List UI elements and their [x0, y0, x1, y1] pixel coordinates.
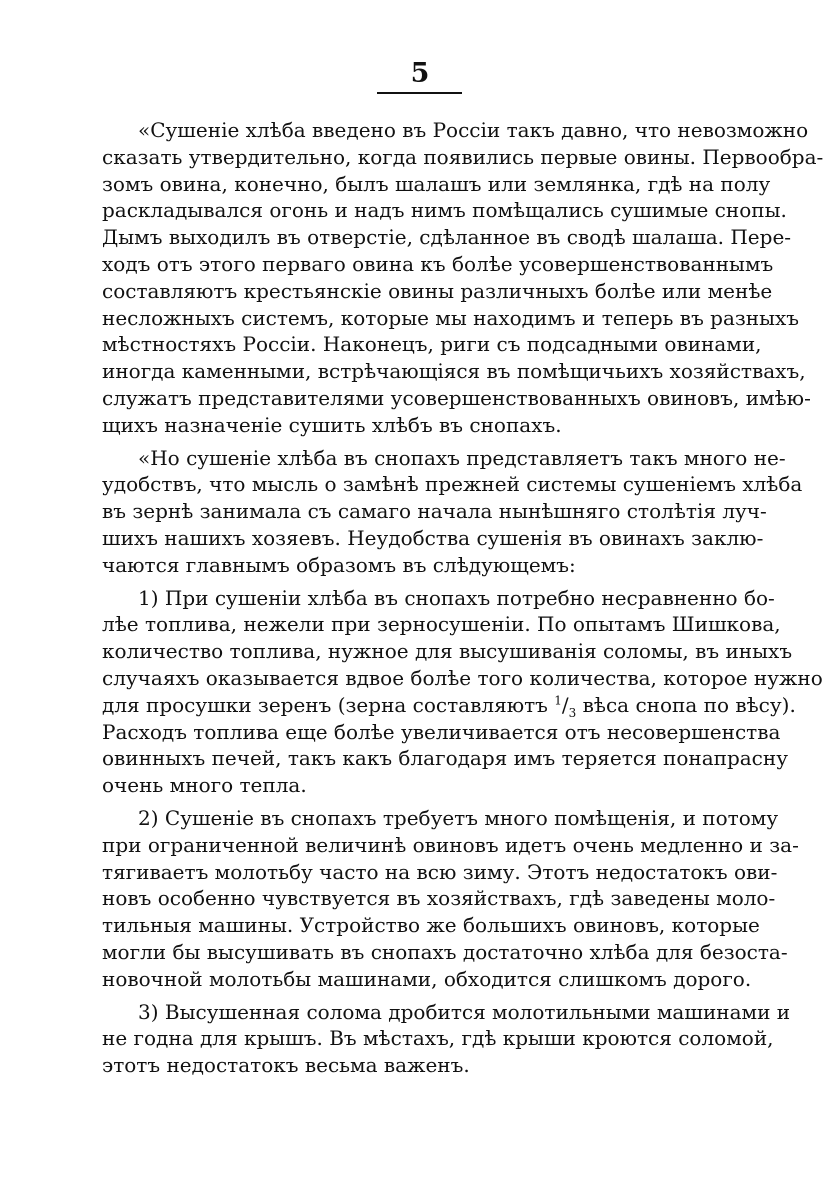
text-line: Дымъ выходилъ въ отверстіе, сдѣланное въ сводѣ шалаша. Пере-: [102, 225, 792, 250]
text-line: Расходъ топлива еще болѣе увеличивается отъ несовершенства: [102, 719, 781, 744]
fraction-numerator: 1: [554, 693, 562, 708]
fraction-denominator: 3: [568, 705, 577, 720]
paragraph-2: [102, 445, 803, 579]
text-line: при ограниченной величинѣ овиновъ идетъ очень медленно и за-: [102, 832, 799, 857]
text-line: чаются главнымъ образомъ въ слѣдующемъ:: [102, 552, 576, 577]
page-number-rule: [377, 92, 462, 94]
text-line: этотъ недостатокъ весьма важенъ.: [102, 1053, 470, 1078]
text-line: не годна для крышъ. Въ мѣстахъ, гдѣ крыши кроются соломой,: [102, 1026, 774, 1051]
text-line: въ зернѣ занимала съ самаго начала нынѣшняго столѣтія луч-: [102, 499, 767, 524]
text-line: 3) Высушенная солома дробится молотильными машинами и: [138, 999, 791, 1024]
text-line: мѣстностяхъ Россіи. Наконецъ, риги съ подсадными овинами,: [102, 332, 762, 357]
text-line: шихъ нашихъ хозяевъ. Неудобства сушенія въ овинахъ заклю-: [102, 525, 764, 550]
text-line: щихъ назначеніе сушить хлѣбъ въ снопахъ.: [102, 412, 562, 437]
text-line: раскладывался огонь и надъ нимъ помѣщались сушимые снопы.: [102, 198, 787, 223]
text-line: очень много тепла.: [102, 773, 307, 798]
text-line: могли бы высушивать въ снопахъ достаточно хлѣба для безоста-: [102, 939, 788, 964]
line-text-after-fraction: вѣса снопа по вѣсу).: [576, 692, 796, 717]
paragraph-1: [102, 117, 824, 439]
text-line: 1) При сушеніи хлѣба въ снопахъ потребно несравненно бо-: [138, 585, 775, 610]
text-line-with-fraction: для просушки зеренъ (зерна составляютъ $^1/_3$ вѣса снопа по вѣсу).: [102, 692, 796, 720]
text-line: новъ особенно чувствуется въ хозяйствахъ, гдѣ заведены моло-: [102, 886, 776, 911]
body-text: [102, 117, 824, 1079]
text-line: овинныхъ печей, такъ какъ благодаря имъ теряется понапрасну: [102, 746, 788, 771]
text-line: удобствъ, что мысль о замѣнѣ прежней системы сушеніемъ хлѣба: [102, 472, 803, 497]
text-line: новочной молотьбы машинами, обходится слишкомъ дорого.: [102, 966, 752, 991]
text-line: 2) Сушеніе въ снопахъ требуетъ много помѣщенія, и потому: [138, 805, 779, 830]
paragraph-5: [102, 999, 791, 1079]
text-line: служатъ представителями усовершенствованныхъ овиновъ, имѣю-: [102, 385, 811, 410]
text-line: составляютъ крестьянскіе овины различныхъ болѣе или менѣе: [102, 278, 773, 303]
line-text-before-fraction: для просушки зеренъ (зерна составляютъ: [102, 692, 555, 717]
text-line: ходъ отъ этого перваго овина къ болѣе усовершенствованнымъ: [102, 251, 774, 276]
text-line: несложныхъ системъ, которые мы находимъ и теперь въ разныхъ: [102, 305, 800, 330]
paragraph-4: [102, 805, 799, 993]
text-line: случаяхъ оказывается вдвое болѣе того количества, которое нужно: [102, 665, 823, 690]
text-line: «Но сушеніе хлѣба въ снопахъ представляетъ такъ много не-: [138, 445, 786, 470]
text-line: тильныя машины. Устройство же большихъ овиновъ, которые: [102, 913, 760, 938]
text-line: иногда каменными, встрѣчающіяся въ помѣщичьихъ хозяйствахъ,: [102, 359, 806, 384]
text-line: сказать утвердительно, когда появились первые овины. Первообра-: [102, 144, 824, 169]
text-line: зомъ овина, конечно, былъ шалашъ или землянка, гдѣ на полу: [102, 171, 771, 196]
text-line: тягиваетъ молотьбу часто на всю зиму. Этотъ недостатокъ ови-: [102, 859, 778, 884]
text-line: лѣе топлива, нежели при зерносушеніи. По опытамъ Шишкова,: [102, 612, 781, 637]
page-number: 5: [410, 58, 430, 89]
text-line: «Сушеніе хлѣба введено въ Россіи такъ давно, что невозможно: [138, 118, 809, 142]
paragraph-3: [102, 585, 823, 799]
text-line: количество топлива, нужное для высушиванія соломы, въ иныхъ: [102, 639, 793, 664]
